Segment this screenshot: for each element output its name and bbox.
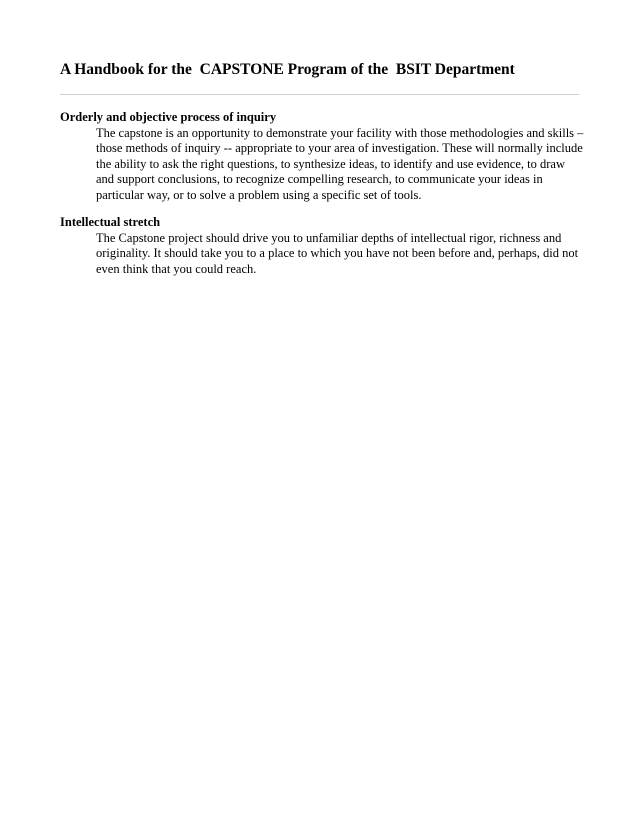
section-body: The Capstone project should drive you to unfamiliar depths of intellectual rigor, richness and originality. It should take you to a place to which you have not been before and, perhaps, did not even think that you could reach. <box>96 230 579 276</box>
section-heading: Intellectual stretch <box>60 215 161 229</box>
section-intellectual-stretch <box>60 215 585 277</box>
title-divider <box>60 94 579 95</box>
section-heading: Orderly and objective process of inquiry <box>60 110 277 124</box>
section-inquiry <box>60 110 585 203</box>
sections-container <box>60 110 585 289</box>
page-title: A Handbook for the CAPSTONE Program of the BSIT Department <box>60 61 515 78</box>
section-body: The capstone is an opportunity to demonstrate your facility with those methodologies and skills – those methods of inquiry -- appropriate to your area of investigation. These will normally include the ability to ask the right questions, to synthesize ideas, to identify and use evidence, to draw and support conclusions, to recognize compelling research, to communicate your ideas in particular way, or to solve a problem using a specific set of tools. <box>96 125 584 202</box>
